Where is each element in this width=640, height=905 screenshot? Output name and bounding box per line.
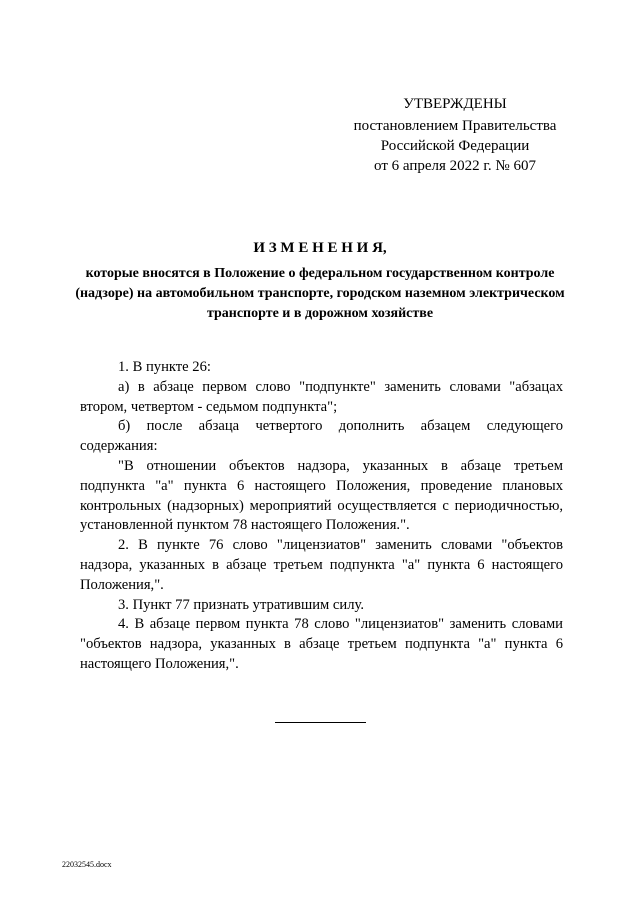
approval-block xyxy=(330,94,580,176)
closing-rule xyxy=(275,722,366,723)
approval-line-3: от 6 апреля 2022 г. № 607 xyxy=(374,158,536,174)
document-title: И З М Е Н Е Н И Я, xyxy=(253,240,387,256)
paragraph-4: 4. В абзаце первом пункта 78 слово "лицензиатов" заменить словами "объектов надзора, указанных в абзаце третьем подпункта "а" пункта 6 настоящего Положения,". xyxy=(80,616,563,672)
approval-line-1: постановлением Правительства xyxy=(353,118,557,134)
paragraph-1b: б) после абзаца четвертого дополнить абзацем следующего содержания: xyxy=(80,418,563,455)
approval-heading: УТВЕРЖДЕНЫ xyxy=(403,96,507,112)
document-body xyxy=(80,358,563,675)
paragraph-1a: а) в абзаце первом слово "подпункте" заменить словами "абзацах втором, четвертом - седьмом подпункта"; xyxy=(80,378,563,415)
file-name: 22032545.docx xyxy=(62,860,112,869)
paragraph-1b-insert: "В отношении объектов надзора, указанных в абзаце третьем подпункта "а" пункта 6 настоящего Положения, проведение плановых контрольных (надзорных) мероприятий осуществляется с периодичностью, установленной пунктом 78 настоящего Положения.". xyxy=(80,457,563,534)
approval-line-2: Российской Федерации xyxy=(380,138,530,154)
document-subtitle: которые вносятся в Положение о федеральном государственном контроле (надзоре) на автомобильном транспорте, городском наземном электрическом транспорте и в дорожном хозяйстве xyxy=(75,266,565,321)
paragraph-3: 3. Пункт 77 признать утратившим силу. xyxy=(118,596,364,613)
paragraph-1: 1. В пункте 26: xyxy=(118,359,211,375)
paragraph-2: 2. В пункте 76 слово "лицензиатов" заменить словами "объектов надзора, указанных в абзаце третьем подпункта "а" пункта 6 настоящего Положения,". xyxy=(80,537,563,593)
